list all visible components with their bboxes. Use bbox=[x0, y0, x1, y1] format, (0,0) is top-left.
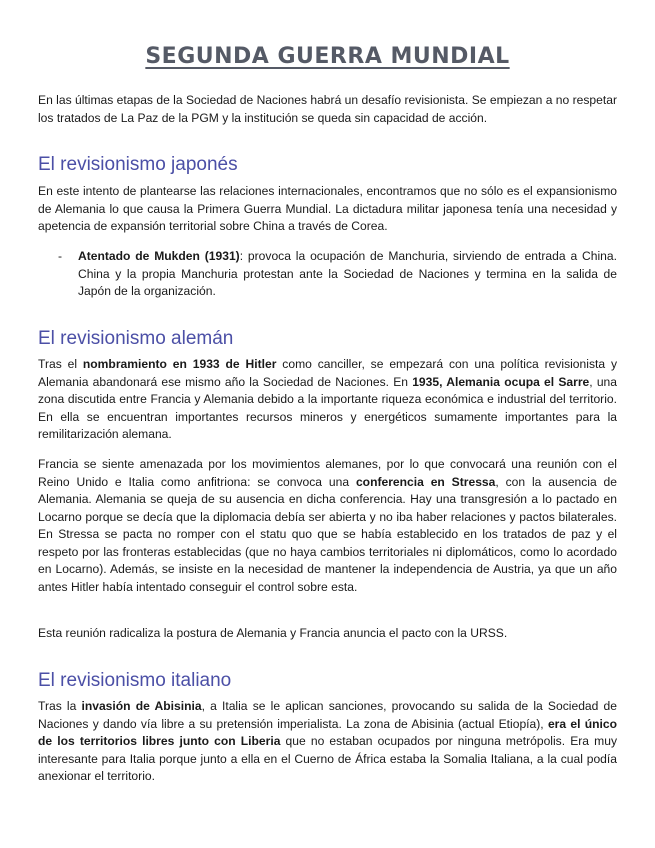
bullet-bold: Atentado de Mukden (1931) bbox=[78, 249, 240, 263]
text-run: como canciller, se empezará con una política revisionista y Alemania abandonará ese mismo año la Sociedad de Naciones. En bbox=[38, 357, 618, 389]
bold-run: invasión de Abisinia bbox=[81, 699, 202, 713]
section-heading-aleman: El revisionismo alemán bbox=[38, 328, 234, 349]
bold-run: 1935, Alemania ocupa el Sarre bbox=[412, 374, 590, 389]
bold-run: era el único de los territorios libres junto con Liberia bbox=[38, 716, 617, 748]
aleman-paragraph-3: Esta reunión radicaliza la postura de Alemania y Francia anuncia el pacto con la URSS. bbox=[38, 626, 508, 640]
bullet-text bbox=[78, 248, 617, 301]
text-run: , con la ausencia de Alemania. Alemania se queja de su ausencia en dicha conferencia. Hay una transgresión a lo pactado en Locarno porque se decía que la diplomacia debía ser abierta y no iba haber relaciones y pactos bilaterales. En Stressa se pacta no romper con el statu quo que se había establecido en los tratados de paz y el respeto por las fronteras establecidas (que no haya cambios territoriales ni diplomáticos, como lo acordado en Locarno). Además, se insiste en la necesidad de mantener la independencia de Austria, ya que un año antes Hitler había intentado conseguir el control sobre esta. bbox=[38, 474, 617, 594]
japones-paragraph: En este intento de plantearse las relaciones internacionales, encontramos que no sólo es el expansionismo de Alemania lo que causa la Primera Guerra Mundial. La dictadura militar japonesa tenía una necesidad y apetencia de expansión territorial sobre China a través de Corea. bbox=[38, 184, 617, 233]
bullet-rest: : provoca la ocupación de Manchuria, sirviendo de entrada a China. China y la propia Manchuria protestan ante la Sociedad de Naciones y termina en la salida de Japón de la organización. bbox=[78, 249, 617, 298]
text-run: , una zona discutida entre Francia y Alemania debido a la importante riqueza económica e industrial del territorio. En ella se encuentran importantes recursos mineros y energéticos sumamente importantes para la remilitarización alemana. bbox=[38, 374, 617, 441]
section-heading-italiano: El revisionismo italiano bbox=[38, 670, 232, 691]
text-run: , a Italia se le aplican sanciones, provocando su salida de la Sociedad de Naciones y dando vía libre a su pretensión imperialista. La zona de Abisinia (actual Etiopía), bbox=[38, 699, 617, 731]
text-run: Francia se siente amenazada por los movimientos alemanes, por lo que convocará una reunión con el Reino Unido e Italia como anfitriona: se convoca una bbox=[38, 457, 617, 489]
text-run: Tras el bbox=[38, 357, 83, 371]
italiano-paragraph bbox=[38, 698, 617, 786]
bold-run: conferencia en Stressa bbox=[355, 474, 496, 489]
page-title: SEGUNDA GUERRA MUNDIAL bbox=[145, 44, 510, 69]
bullet-dash: - bbox=[58, 249, 63, 263]
bold-run: nombramiento en 1933 de Hitler bbox=[82, 357, 277, 371]
section-heading-japones: El revisionismo japonés bbox=[38, 154, 238, 175]
text-run: que no estaban ocupados por ninguna metrópolis. Era muy interesante para Italia porque junto a ella en el Cuerno de África estaba la Somalia Italiana, a la cual podía anexionar el territorio. bbox=[38, 734, 617, 783]
aleman-paragraph-1 bbox=[38, 356, 617, 444]
intro-paragraph: En las últimas etapas de la Sociedad de Naciones habrá un desafío revisionista. Se empiezan a no respetar los tratados de La Paz de la PGM y la institución se queda sin capacidad de acción. bbox=[38, 93, 617, 125]
aleman-paragraph-2 bbox=[38, 456, 617, 596]
text-run: Tras la bbox=[38, 699, 82, 713]
